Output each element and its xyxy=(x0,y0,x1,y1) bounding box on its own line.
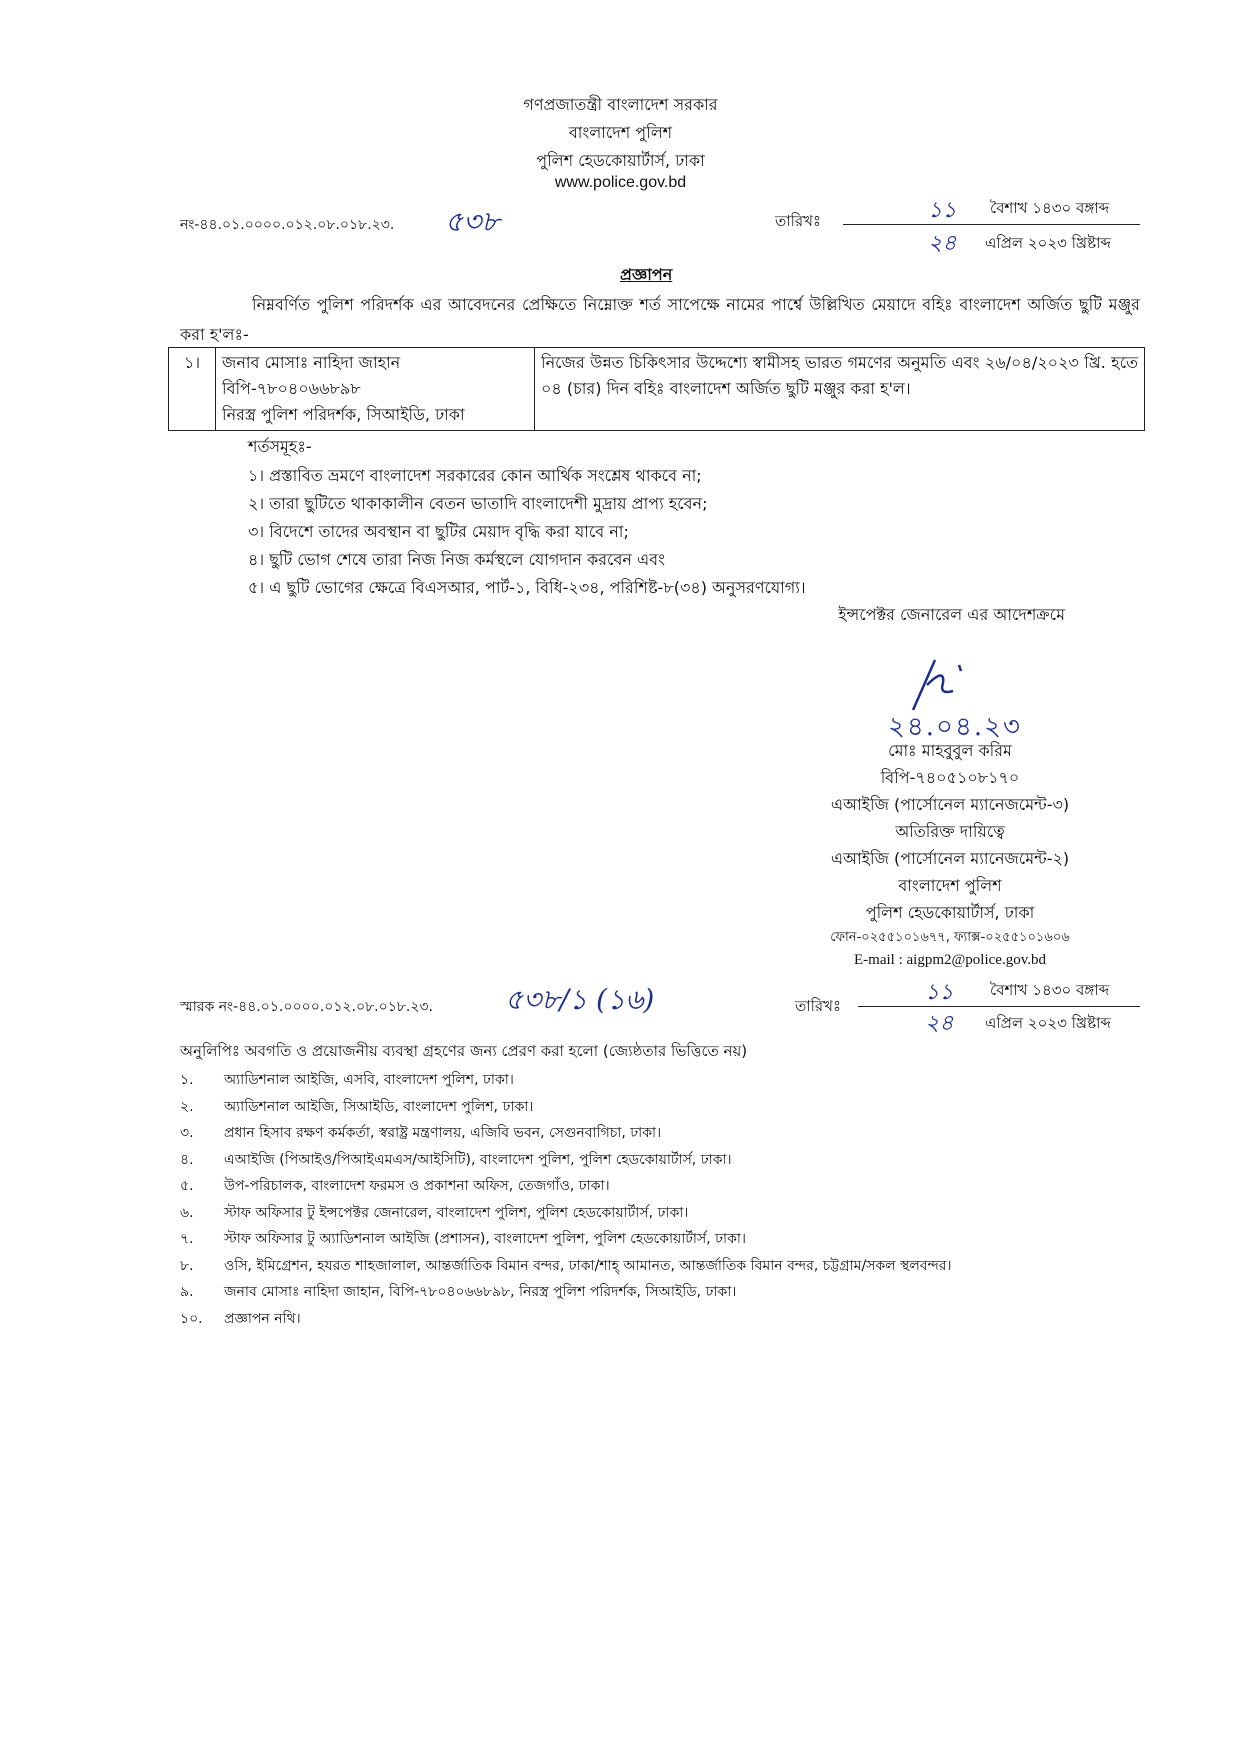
copy-item-number: ৫. xyxy=(180,1178,194,1194)
copy-heading: অনুলিপিঃ অবগতি ও প্রয়োজনীয় ব্যবস্থা গ্রহণের জন্য প্রেরণ করা হলো (জ্যেষ্ঠতার ভিত্তিতে নয়) xyxy=(180,1042,748,1060)
date-bengali-day: ১১ xyxy=(928,198,957,223)
condition-item: ২। তারা ছুটিতে থাকাকালীন বেতন ভাতাদি বাংলাদেশী মুদ্রায় প্রাপ্য হবেন; xyxy=(248,494,708,513)
signatory-name: মোঃ মাহবুবুল করিম xyxy=(888,741,1012,760)
memo-number: স্মারক নং-৪৪.০১.০০০০.০১২.০৮.০১৮.২৩. xyxy=(180,999,434,1015)
signature-date: ২৪.০৪.২৩ xyxy=(888,712,1022,742)
memo-date-english: এপ্রিল ২০২৩ খ্রিষ্টাব্দ xyxy=(985,1014,1111,1032)
signatory-bp: বিপি-৭৪০৫১০৮১৭০ xyxy=(880,768,1020,787)
copy-item-number: ৪. xyxy=(180,1151,194,1168)
conditions-heading: শর্তসমূহঃ- xyxy=(248,437,312,456)
copy-item-text: অ্যাডিশনাল আইজি, সিআইডি, বাংলাদেশ পুলিশ, ঢাকা। xyxy=(224,1098,534,1115)
signatory-designation: এআইজি (পার্সোনেল ম্যানেজমেন্ট-৩) xyxy=(830,795,1070,814)
copy-item-number: ৩. xyxy=(180,1125,194,1141)
signatory-office: পুলিশ হেডকোয়ার্টার্স, ঢাকা xyxy=(865,903,1035,922)
memo-date-label: তারিখঃ xyxy=(795,997,841,1015)
header-website: www.police.gov.bd xyxy=(554,174,687,191)
copy-item-text: স্টাফ অফিসার টু ইন্সপেক্টর জেনারেল, বাংলাদেশ পুলিশ, পুলিশ হেডকোয়ার্টার্স, ঢাকা। xyxy=(224,1204,689,1221)
signatory-email: E-mail : aigpm2@police.gov.bd xyxy=(854,952,1046,968)
condition-item: ৩। বিদেশে তাদের অবস্থান বা ছুটির মেয়াদ বৃদ্ধি করা যাবে না; xyxy=(248,522,629,541)
officer-name: জনাব মোসাঃ নাহিদা জাহান xyxy=(222,353,401,372)
signatory-organization: বাংলাদেশ পুলিশ xyxy=(898,876,1002,895)
intro-paragraph: নিম্নবর্ণিত পুলিশ পরিদর্শক এর আবেদনের প্রেক্ষিতে নিম্নোক্ত শর্ত সাপেক্ষে নামের পার্শ্বে উল্লিখিত মেয়াদে বহিঃ বাংলাদেশ অর্জিত ছুটি মঞ্জুর করা হ'লঃ- xyxy=(180,295,1140,344)
copy-item-text: জনাব মোসাঃ নাহিদা জাহান, বিপি-৭৮০৪০৬৬৮৯৮, নিরস্ত্র পুলিশ পরিদর্শক, সিআইডি, ঢাকা। xyxy=(224,1284,737,1300)
copy-item-number: ৭. xyxy=(180,1231,194,1247)
date-english: এপ্রিল ২০২৩ খ্রিষ্টাব্দ xyxy=(985,234,1111,252)
copy-item-number: ৬. xyxy=(180,1204,194,1221)
copy-item-number: ৯. xyxy=(180,1284,194,1300)
serial-cell: ১। xyxy=(169,348,216,431)
signatory-designation-2: এআইজি (পার্সোনেল ম্যানেজমেন্ট-২) xyxy=(830,849,1070,868)
condition-item: ৪। ছুটি ভোগ শেষে তারা নিজ নিজ কর্মস্থলে যোগদান করবেন এবং xyxy=(248,550,665,569)
memo-date-english-day: ২৪ xyxy=(925,1011,954,1036)
grant-table xyxy=(168,347,1145,431)
condition-item: ৫। এ ছুটি ভোগের ক্ষেত্রে বিএসআর, পার্ট-১, বিধি-২৩৪, পরিশিষ্ট-৮(৩৪) অনুসরণযোগ্য। xyxy=(248,578,806,597)
date-divider xyxy=(843,224,1140,225)
header-office: পুলিশ হেডকোয়ার্টার্স, ঢাকা xyxy=(536,151,705,170)
handwritten-memo-number: ৫৩৮/১ (১৬) xyxy=(505,983,655,1016)
reference-number: নং-৪৪.০১.০০০০.০১২.০৮.০১৮.২৩. xyxy=(180,217,395,233)
memo-date-bengali-day: ১১ xyxy=(925,980,954,1005)
copy-item-text: প্রধান হিসাব রক্ষণ কর্মকর্তা, স্বরাষ্ট্র মন্ত্রণালয়, এজিবি ভবন, সেগুনবাগিচা, ঢাকা। xyxy=(224,1125,662,1141)
signatory-additional-charge: অতিরিক্ত দায়িত্বে xyxy=(895,822,1005,841)
memo-date-bengali: বৈশাখ ১৪৩০ বঙ্গাব্দ xyxy=(990,981,1110,999)
copy-item-text: উপ-পরিচালক, বাংলাদেশ ফরমস ও প্রকাশনা অফিস, তেজগাঁও, ঢাকা। xyxy=(224,1178,610,1194)
memo-date-divider xyxy=(858,1006,1140,1007)
officer-designation: নিরস্ত্র পুলিশ পরিদর্শক, সিআইডি, ঢাকা xyxy=(222,405,465,424)
document-title: প্রজ্ঞাপন xyxy=(620,265,673,284)
officer-cell xyxy=(216,348,535,431)
condition-item: ১। প্রস্তাবিত ভ্রমণে বাংলাদেশ সরকারের কোন আর্থিক সংশ্লেষ থাকবে না; xyxy=(248,466,702,485)
copy-item-text: এআইজি (পিআইও/পিআইএমএস/আইসিটি), বাংলাদেশ পুলিশ, পুলিশ হেডকোয়ার্টার্স, ঢাকা। xyxy=(224,1151,732,1168)
copy-item-number: ১. xyxy=(180,1072,194,1088)
table-row xyxy=(169,348,1145,431)
date-label: তারিখঃ xyxy=(775,212,821,230)
copy-item-text: প্রজ্ঞাপন নথি। xyxy=(224,1310,301,1327)
copy-item-number: ২. xyxy=(180,1098,194,1115)
copy-item-text: স্টাফ অফিসার টু অ্যাডিশনাল আইজি (প্রশাসন), বাংলাদেশ পুলিশ, পুলিশ হেডকোয়ার্টার্স, ঢাকা। xyxy=(224,1231,746,1247)
signatory-contact: ফোন-০২৫৫১০১৬৭৭, ফ্যাক্স-০২৫৫১০১৬০৬ xyxy=(830,930,1070,945)
copy-item-number: ১০. xyxy=(180,1310,203,1327)
date-bengali: বৈশাখ ১৪৩০ বঙ্গাব্দ xyxy=(990,199,1110,217)
header-government: গণপ্রজাতন্ত্রী বাংলাদেশ সরকার xyxy=(523,95,718,114)
order-by: ইন্সপেক্টর জেনারেল এর আদেশক্রমে xyxy=(838,605,1065,624)
copy-item-number: ৮. xyxy=(180,1257,194,1274)
leave-details-cell: নিজের উন্নত চিকিৎসার উদ্দেশ্যে স্বামীসহ ভারত গমণের অনুমতি এবং ২৬/০৪/২০২৩ খ্রি. হতে ০৪ (চার) দিন বহিঃ বাংলাদেশ অর্জিত ছুটি মঞ্জুর করা হ'ল। xyxy=(535,348,1145,431)
officer-bp: বিপি-৭৮০৪০৬৬৮৯৮ xyxy=(222,379,361,398)
copy-item-text: ওসি, ইমিগ্রেশন, হযরত শাহজালাল, আন্তর্জাতিক বিমান বন্দর, ঢাকা/শাহ্ আমানত, আন্তর্জাতিক বিমান বন্দর, চট্টগ্রাম/সকল স্থলবন্দর। xyxy=(224,1257,952,1274)
header-organization: বাংলাদেশ পুলিশ xyxy=(568,123,673,142)
date-english-day: ২৪ xyxy=(928,231,957,256)
handwritten-reference-number: ৫৩৮ xyxy=(445,205,500,238)
copy-item-text: অ্যাডিশনাল আইজি, এসবি, বাংলাদেশ পুলিশ, ঢাকা। xyxy=(224,1072,514,1088)
